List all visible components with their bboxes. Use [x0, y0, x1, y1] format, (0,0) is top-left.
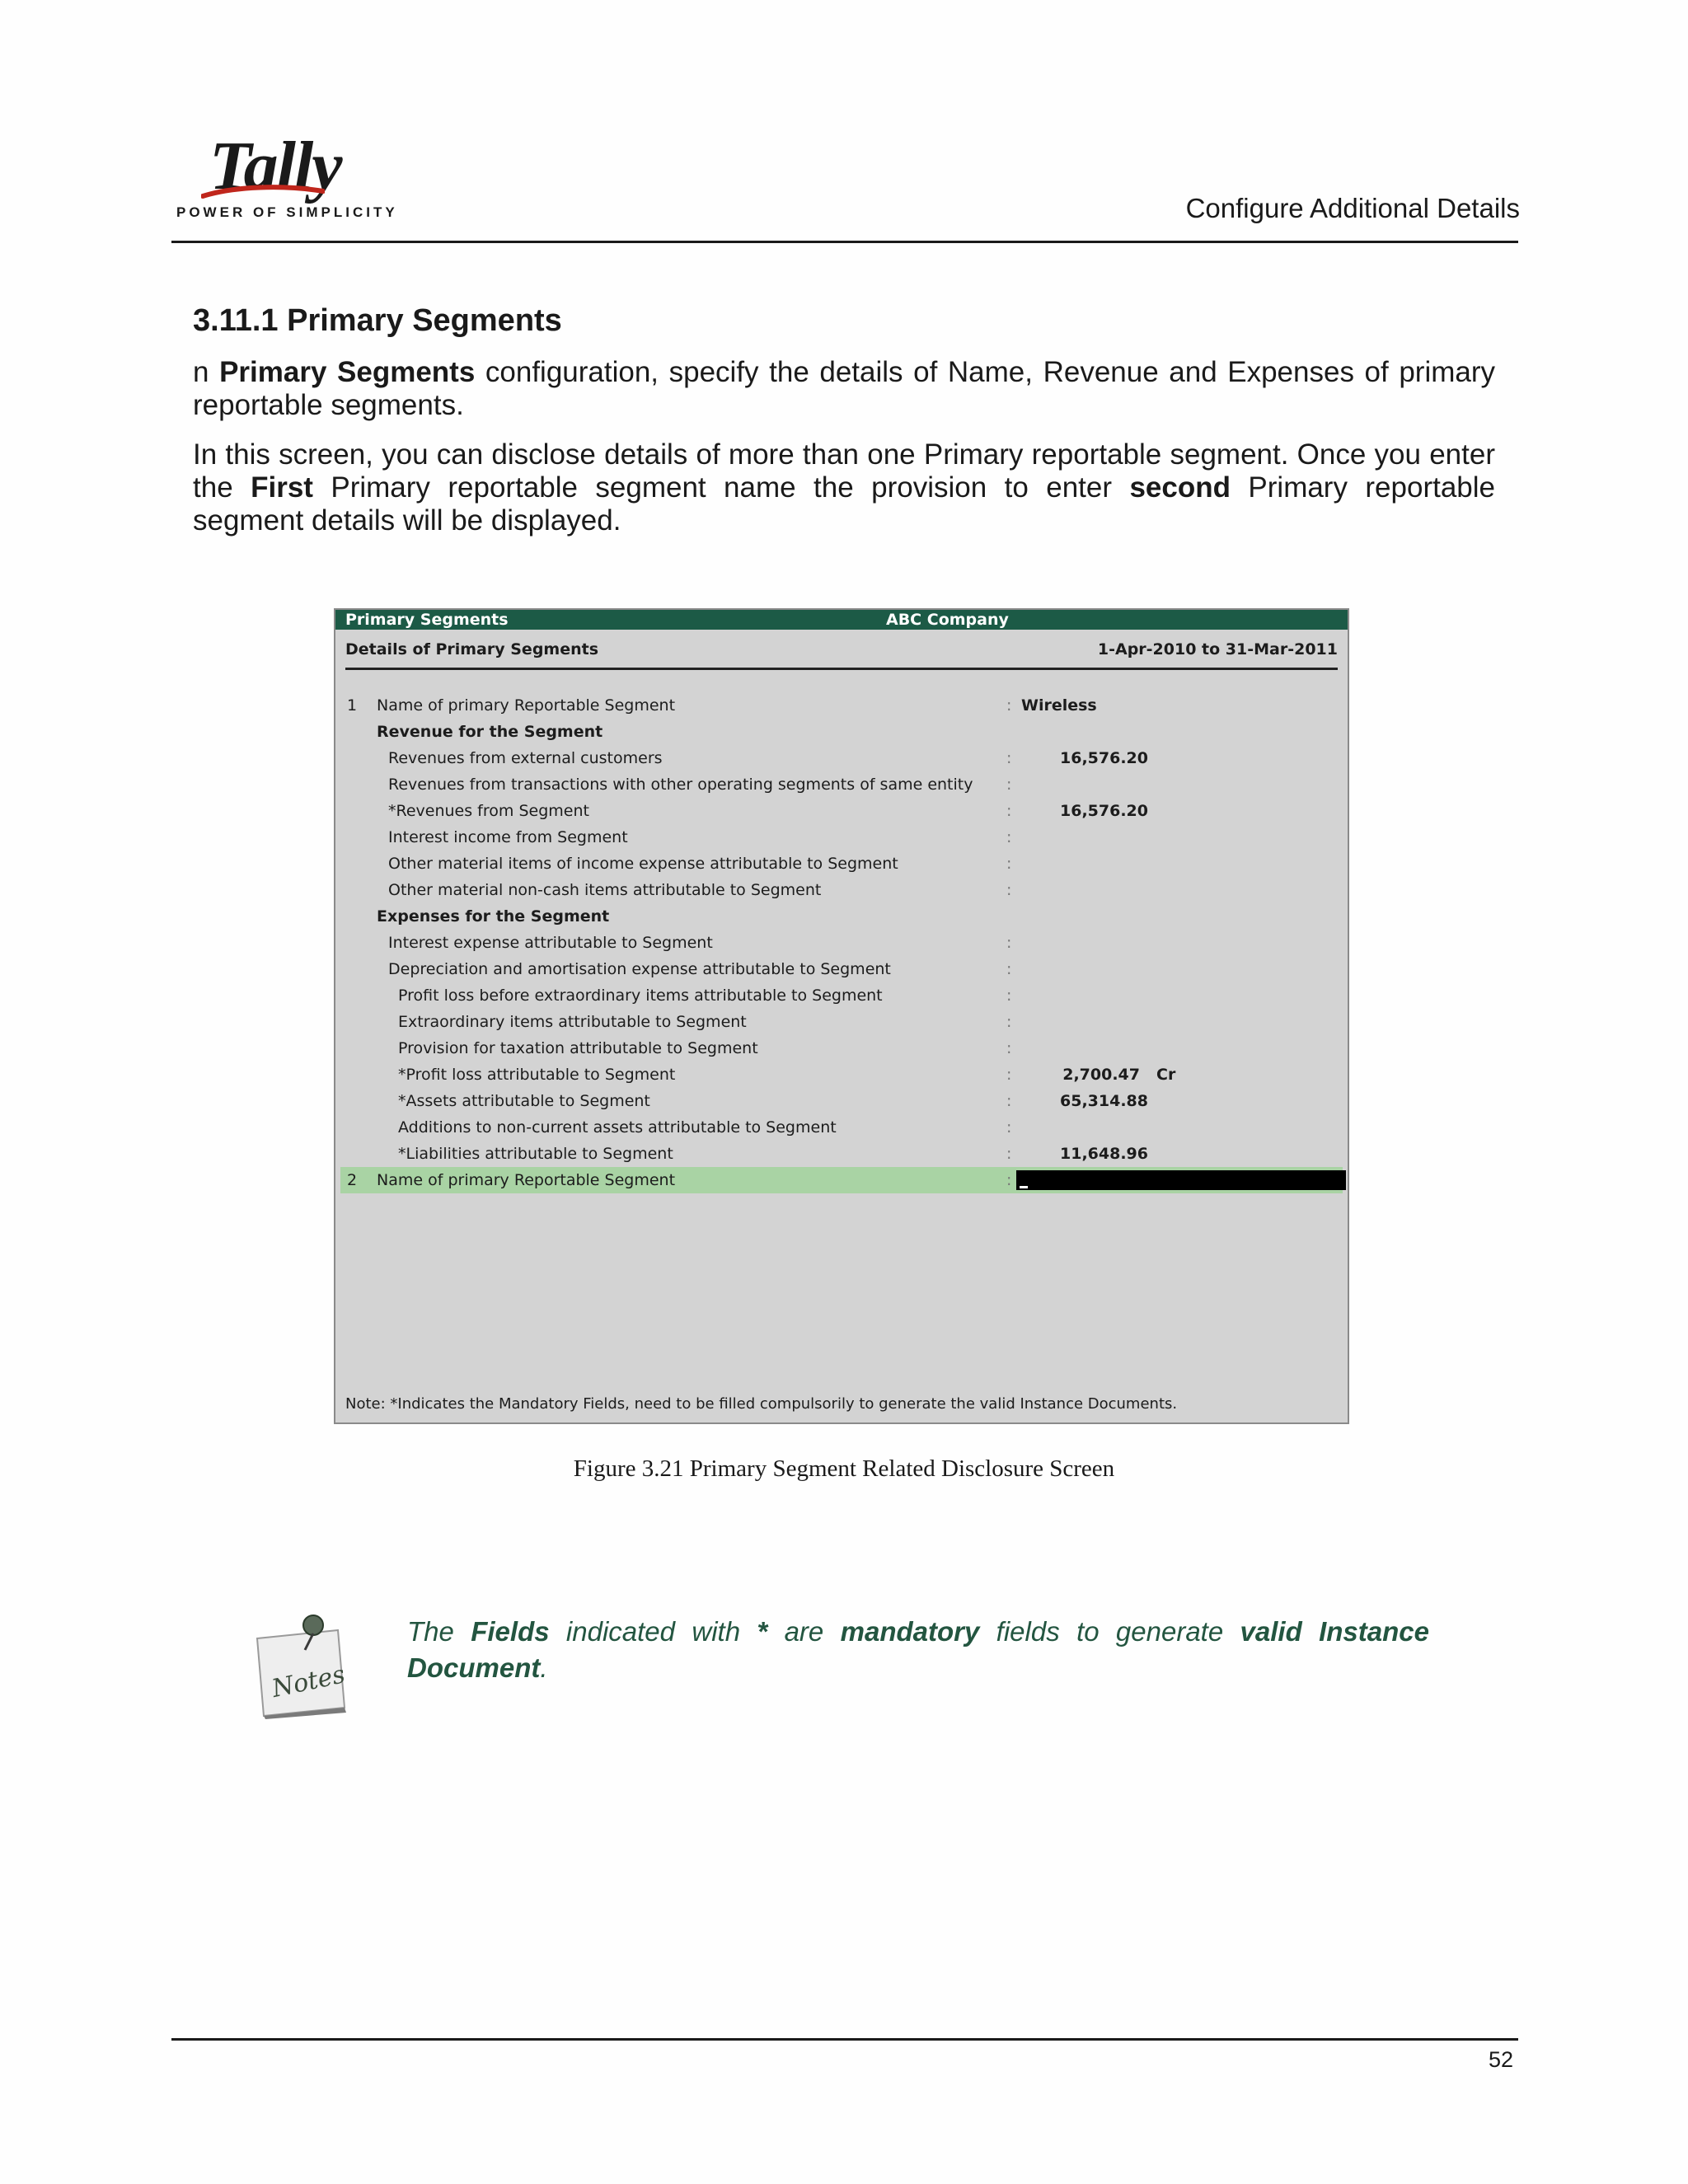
notes-t2: indicated with	[549, 1616, 757, 1647]
logo-tagline: POWER OF SIMPLICITY	[176, 204, 398, 220]
paragraph-2	[193, 438, 1495, 537]
row-number: 1	[347, 696, 358, 715]
notes-b4: valid Instance Document	[407, 1616, 1429, 1683]
header-rule	[171, 241, 1518, 243]
logo-wordmark: Tally	[209, 128, 341, 204]
credit-indicator: Cr	[1156, 1066, 1176, 1084]
field-row[interactable]	[335, 1088, 1348, 1114]
para1-bold: Primary Segments	[219, 356, 476, 388]
field-row[interactable]	[335, 824, 1348, 851]
field-label: Revenues from transactions with other operating segments of same entity	[388, 776, 973, 794]
field-label: Extraordinary items attributable to Segment	[398, 1013, 747, 1031]
field-label: Provision for taxation attributable to Segment	[398, 1039, 758, 1057]
para2-bold-second: second	[1129, 471, 1231, 504]
field-colon: :	[1006, 749, 1012, 767]
primary-segments-screen	[334, 608, 1349, 1424]
field-label: Revenues from external customers	[388, 749, 663, 767]
section-heading: 3.11.1 Primary Segments	[193, 303, 562, 338]
tally-logo	[176, 128, 398, 224]
field-label: Additions to non-current assets attributable to Segment	[398, 1118, 837, 1137]
field-row[interactable]	[335, 956, 1348, 982]
notes-b3: mandatory	[840, 1616, 980, 1647]
segment-fields	[335, 692, 1348, 1193]
field-value[interactable]: 11,648.96	[1060, 1145, 1148, 1163]
segment-2-name-input[interactable]	[1016, 1170, 1346, 1190]
field-colon: :	[1006, 1171, 1012, 1189]
field-label: Other material non-cash items attributable to Segment	[388, 881, 822, 899]
notes-pin-icon	[252, 1610, 351, 1719]
field-row[interactable]	[335, 930, 1348, 956]
field-row[interactable]	[335, 851, 1348, 877]
field-row[interactable]	[335, 745, 1348, 771]
chapter-title: Configure Additional Details	[1185, 193, 1520, 223]
field-label: Interest expense attributable to Segment	[388, 934, 713, 952]
field-label: *Profit loss attributable to Segment	[398, 1066, 676, 1084]
field-row[interactable]	[335, 1009, 1348, 1035]
footer-rule	[171, 2038, 1518, 2041]
group-label: Expenses for the Segment	[377, 907, 610, 926]
screen-title-bar	[335, 610, 1348, 630]
subheader-title: Details of Primary Segments	[345, 640, 599, 658]
field-colon: :	[1006, 855, 1012, 873]
segment-1-name-value[interactable]: Wireless	[1021, 696, 1097, 715]
para2-part1: In this screen, you can disclose details of more than one Primary reportable segment. Once you enter the	[193, 438, 1495, 504]
field-colon: :	[1006, 1039, 1012, 1057]
text-cursor	[1020, 1186, 1028, 1188]
notes-b1: Fields	[471, 1616, 550, 1647]
field-label: *Liabilities attributable to Segment	[398, 1145, 673, 1163]
notes-icon-label: Notes	[269, 1660, 348, 1704]
field-label: *Revenues from Segment	[388, 802, 589, 820]
notes-text	[407, 1614, 1429, 1686]
para2-bold-first: First	[251, 471, 313, 504]
field-label: Name of primary Reportable Segment	[377, 696, 676, 715]
field-row[interactable]	[335, 1035, 1348, 1062]
screen-subheader	[345, 631, 1338, 670]
para2-part2: Primary reportable segment name the provision to enter	[312, 471, 1130, 504]
field-colon: :	[1006, 828, 1012, 846]
field-row[interactable]	[335, 771, 1348, 798]
notes-t1: The	[407, 1616, 471, 1647]
field-colon: :	[1006, 696, 1012, 715]
notes-t3: are	[767, 1616, 841, 1647]
notes-t4: fields to generate	[979, 1616, 1240, 1647]
field-row[interactable]	[335, 877, 1348, 903]
field-colon: :	[1006, 881, 1012, 899]
field-value[interactable]: 16,576.20	[1060, 749, 1148, 767]
field-colon: :	[1006, 1145, 1012, 1163]
field-colon: :	[1006, 987, 1012, 1005]
field-colon: :	[1006, 1013, 1012, 1031]
para2-part3: Primary reportable segment details will be displayed.	[193, 471, 1495, 537]
field-row[interactable]	[335, 1114, 1348, 1141]
logo-swoosh-icon	[201, 181, 325, 201]
field-label: Name of primary Reportable Segment	[377, 1171, 676, 1189]
period-range: 1-Apr-2010 to 31-Mar-2011	[1097, 640, 1338, 658]
row-number: 2	[347, 1171, 358, 1189]
field-row[interactable]	[335, 798, 1348, 824]
expenses-group-heading	[335, 903, 1348, 930]
field-colon: :	[1006, 802, 1012, 820]
field-value[interactable]: 65,314.88	[1060, 1092, 1148, 1110]
screen-title: Primary Segments	[345, 611, 509, 629]
field-colon: :	[1006, 934, 1012, 952]
company-name: ABC Company	[886, 611, 1009, 629]
page-number: 52	[1488, 2047, 1513, 2072]
field-label: Profit loss before extraordinary items attributable to Segment	[398, 987, 883, 1005]
mandatory-note: Note: *Indicates the Mandatory Fields, need to be filled compulsorily to generate the valid Instance Documents.	[345, 1395, 1178, 1413]
field-value[interactable]: 2,700.47	[1062, 1066, 1140, 1084]
para1-rest: configuration, specify the details of Name, Revenue and Expenses of primary reportable segments.	[193, 356, 1495, 421]
field-label: Interest income from Segment	[388, 828, 628, 846]
field-row[interactable]	[335, 982, 1348, 1009]
notes-t5: .	[540, 1652, 548, 1683]
figure-caption: Figure 3.21 Primary Segment Related Disclosure Screen	[573, 1455, 1115, 1482]
group-label: Revenue for the Segment	[377, 723, 603, 741]
notes-b2: *	[757, 1616, 768, 1647]
segment-2-name-row[interactable]	[340, 1167, 1343, 1193]
paragraph-1	[193, 356, 1495, 422]
field-label: *Assets attributable to Segment	[398, 1092, 650, 1110]
segment-1-name-row[interactable]	[335, 692, 1348, 719]
para1-prefix: n	[193, 356, 220, 388]
field-label: Other material items of income expense attributable to Segment	[388, 855, 898, 873]
field-value[interactable]: 16,576.20	[1060, 802, 1148, 820]
field-colon: :	[1006, 776, 1012, 794]
field-label: Depreciation and amortisation expense attributable to Segment	[388, 960, 891, 978]
field-colon: :	[1006, 1118, 1012, 1137]
field-row[interactable]	[335, 1062, 1348, 1088]
field-colon: :	[1006, 1066, 1012, 1084]
field-colon: :	[1006, 1092, 1012, 1110]
field-colon: :	[1006, 960, 1012, 978]
revenue-group-heading	[335, 719, 1348, 745]
field-row[interactable]	[335, 1141, 1348, 1167]
